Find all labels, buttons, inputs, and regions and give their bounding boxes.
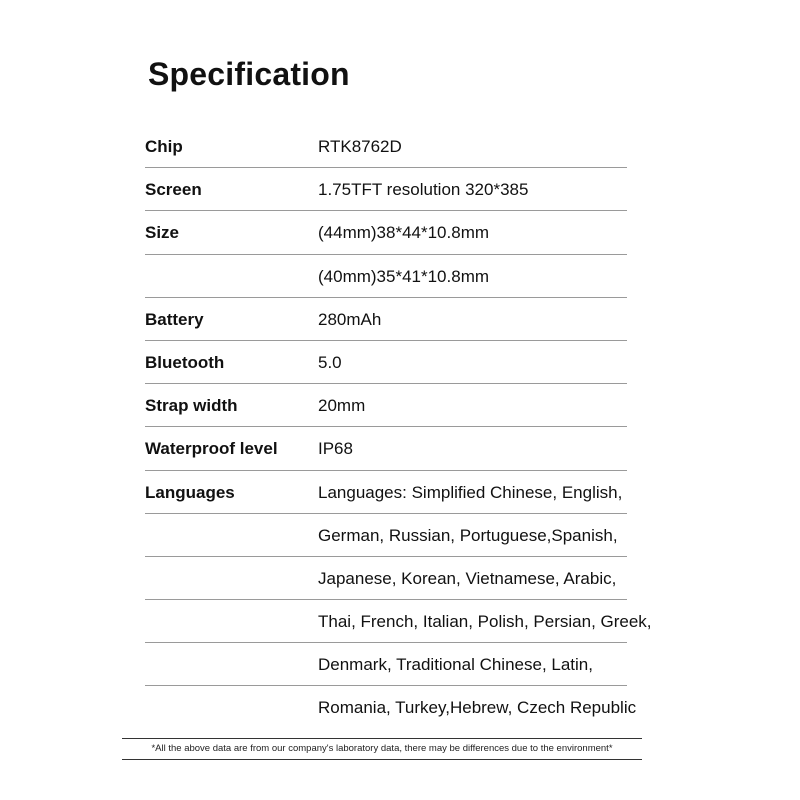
spec-row-screen	[145, 168, 627, 211]
spec-row-languages-continued	[145, 557, 627, 600]
footnote: *All the above data are from our company's laboratory data, there may be differences due to the environment*	[122, 738, 642, 760]
spec-label: Languages	[145, 482, 235, 502]
spec-table	[145, 125, 652, 730]
spec-row-languages-continued	[145, 643, 627, 686]
spec-value: 1.75TFT resolution 320*385	[318, 180, 529, 200]
spec-row-size-continued	[145, 255, 627, 298]
spec-row-battery	[145, 298, 627, 341]
spec-value: 20mm	[318, 396, 366, 416]
spec-value: German, Russian, Portuguese,Spanish,	[318, 525, 618, 545]
spec-label: Bluetooth	[145, 352, 225, 372]
spec-value: Languages: Simplified Chinese, English,	[318, 482, 623, 502]
page-title: Specification	[148, 56, 350, 92]
spec-value: 280mAh	[318, 309, 382, 329]
spec-value: IP68	[318, 439, 353, 459]
spec-label: Chip	[145, 137, 183, 156]
spec-row-strap-width	[145, 384, 627, 427]
spec-row-languages	[145, 471, 627, 514]
spec-value: Japanese, Korean, Vietnamese, Arabic,	[318, 568, 617, 588]
spec-label: Battery	[145, 309, 204, 329]
spec-row-languages-continued	[145, 514, 627, 557]
spec-label: Waterproof level	[145, 439, 278, 459]
spec-row-waterproof	[145, 427, 627, 470]
spec-value: Romania, Turkey,Hebrew, Czech Republic	[318, 698, 637, 718]
spec-value: 5.0	[318, 352, 342, 372]
spec-value: Denmark, Traditional Chinese, Latin,	[318, 655, 593, 675]
spec-row-languages-continued	[145, 686, 637, 729]
spec-row-chip	[145, 125, 627, 168]
spec-value: RTK8762D	[318, 137, 402, 156]
spec-value: Thai, French, Italian, Polish, Persian, Greek,	[318, 612, 652, 632]
spec-row-size	[145, 211, 627, 254]
spec-label: Size	[145, 223, 180, 243]
spec-value: (44mm)38*44*10.8mm	[318, 223, 490, 243]
spec-row-bluetooth	[145, 341, 627, 384]
spec-label: Strap width	[145, 396, 238, 416]
spec-row-languages-continued	[145, 600, 652, 643]
spec-value: (40mm)35*41*10.8mm	[318, 266, 490, 286]
spec-label: Screen	[145, 180, 202, 200]
